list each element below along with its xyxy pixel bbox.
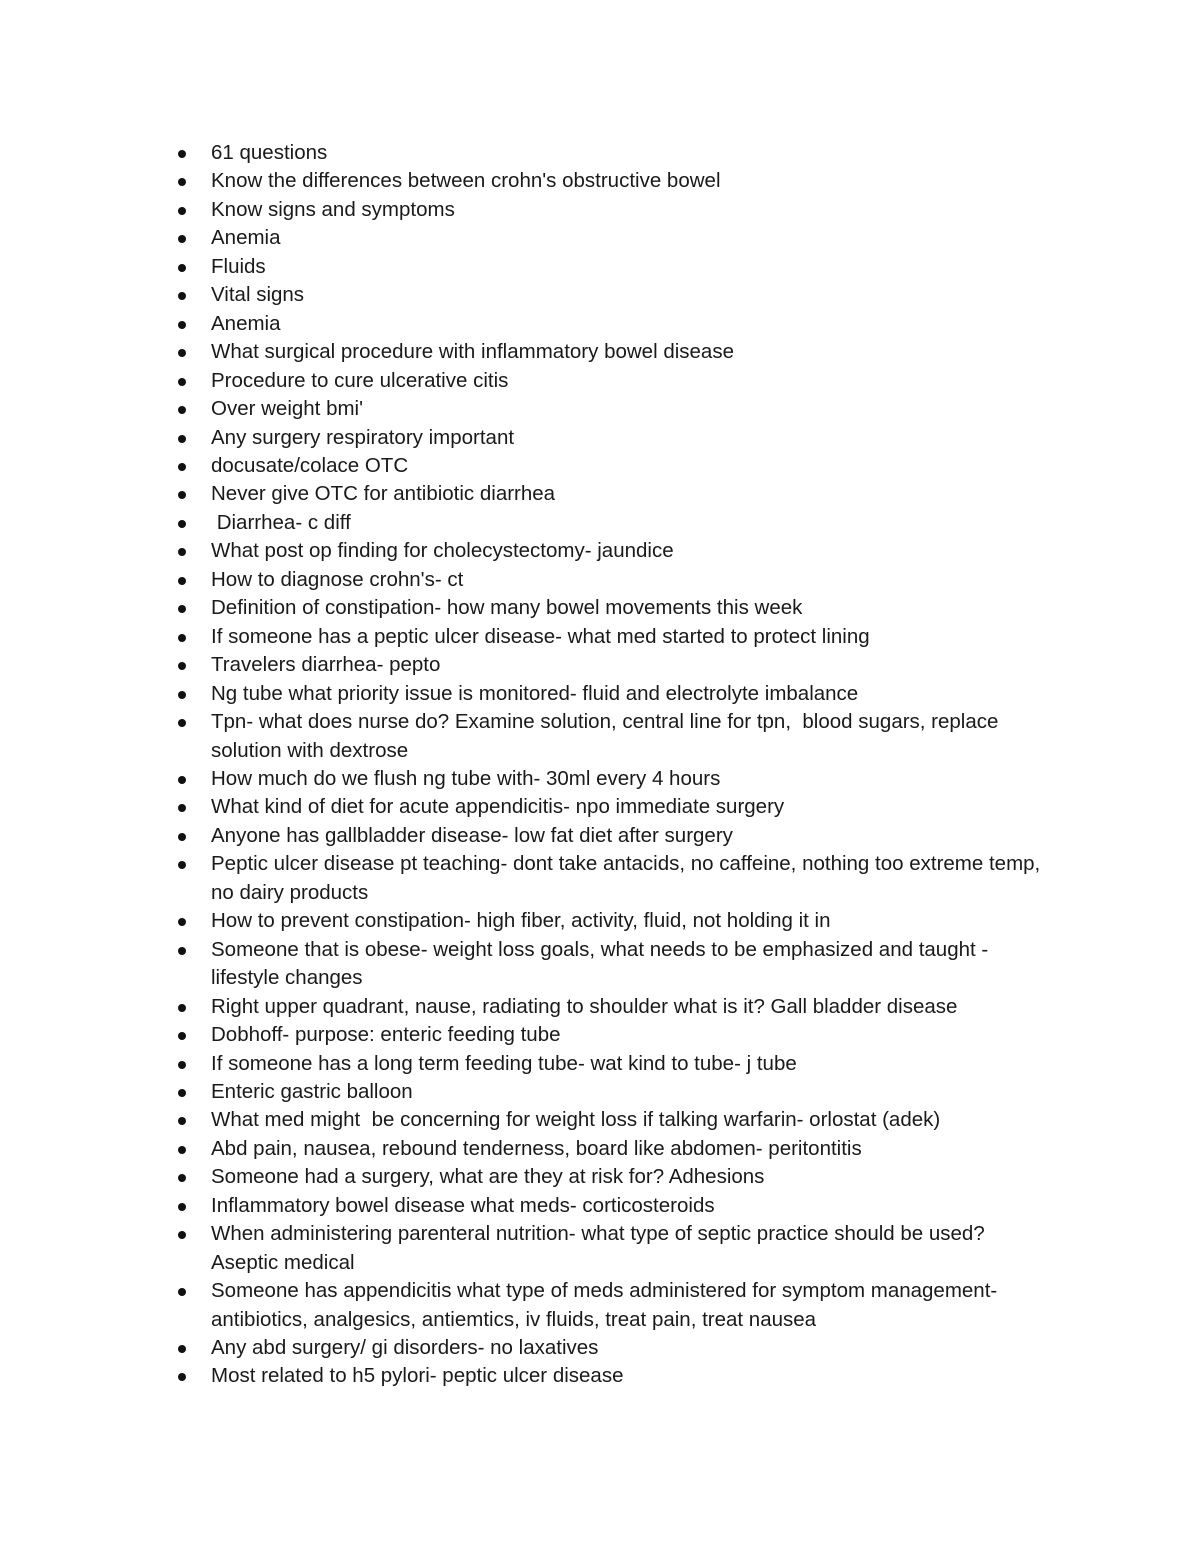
list-item	[175, 139, 1055, 167]
list-item	[175, 452, 1055, 480]
list-item	[175, 1334, 1055, 1362]
list-item	[175, 1135, 1055, 1163]
list-item	[175, 281, 1055, 309]
bullet-icon	[178, 520, 186, 528]
list-item-text: Abd pain, nausea, rebound tenderness, board like abdomen- peritontitis	[211, 1136, 862, 1160]
bullet-icon	[178, 1373, 186, 1381]
bullet-icon	[178, 491, 186, 499]
list-item-text: Dobhoff- purpose: enteric feeding tube	[211, 1023, 561, 1047]
list-item	[175, 367, 1055, 395]
bullet-icon	[178, 264, 186, 272]
list-item-text: Right upper quadrant, nause, radiating to shoulder what is it? Gall bladder disease	[211, 994, 958, 1018]
list-item-text: Ng tube what priority issue is monitored- fluid and electrolyte imbalance	[211, 681, 859, 705]
bullet-icon	[178, 776, 186, 784]
list-item	[175, 1362, 1055, 1390]
list-item	[175, 1050, 1055, 1078]
bullet-icon	[178, 349, 186, 357]
list-item	[175, 424, 1055, 452]
list-item-text: What post op finding for cholecystectomy- jaundice	[211, 539, 674, 563]
list-item	[175, 566, 1055, 594]
list-item-text: Most related to h5 pylori- peptic ulcer disease	[211, 1364, 624, 1388]
list-item-text: When administering parenteral nutrition- what type of septic practice should be used? Aseptic medical	[211, 1222, 990, 1274]
list-item-text: Know the differences between crohn's obstructive bowel	[211, 169, 721, 193]
bullet-icon	[178, 178, 186, 186]
bullet-icon	[178, 321, 186, 329]
bullet-icon	[178, 1061, 186, 1069]
bullet-icon	[178, 691, 186, 699]
list-item-text: Enteric gastric balloon	[211, 1079, 413, 1103]
bullet-list	[175, 139, 1055, 1391]
list-item	[175, 1106, 1055, 1134]
bullet-icon	[178, 947, 186, 955]
list-item-text: If someone has a long term feeding tube- wat kind to tube- j tube	[211, 1051, 797, 1075]
list-item	[175, 850, 1055, 907]
bullet-icon	[178, 662, 186, 670]
list-item	[175, 822, 1055, 850]
bullet-icon	[178, 918, 186, 926]
list-item	[175, 623, 1055, 651]
bullet-icon	[178, 235, 186, 243]
bullet-icon	[178, 406, 186, 414]
list-item-text: Someone had a surgery, what are they at risk for? Adhesions	[211, 1165, 765, 1189]
list-item-text: How much do we flush ng tube with- 30ml every 4 hours	[211, 766, 721, 790]
list-item	[175, 765, 1055, 793]
list-item	[175, 1220, 1055, 1277]
list-item	[175, 1277, 1055, 1334]
list-item	[175, 907, 1055, 935]
list-item-text: Any abd surgery/ gi disorders- no laxatives	[211, 1336, 599, 1360]
bullet-icon	[178, 605, 186, 613]
bullet-icon	[178, 1032, 186, 1040]
list-item	[175, 993, 1055, 1021]
bullet-icon	[178, 1004, 186, 1012]
list-item-text: Anemia	[211, 226, 281, 250]
list-item-text: Peptic ulcer disease pt teaching- dont take antacids, no caffeine, nothing too extreme temp, no dairy products	[211, 852, 1046, 904]
bullet-icon	[178, 861, 186, 869]
bullet-icon	[178, 719, 186, 727]
list-item	[175, 651, 1055, 679]
bullet-icon	[178, 435, 186, 443]
bullet-icon	[178, 1117, 186, 1125]
bullet-icon	[178, 804, 186, 812]
list-item-text: Any surgery respiratory important	[211, 425, 515, 449]
list-item-text: Never give OTC for antibiotic diarrhea	[211, 482, 556, 506]
list-item-text: Diarrhea- c diff	[211, 510, 351, 534]
list-item-text: Definition of constipation- how many bowel movements this week	[211, 596, 803, 620]
list-item	[175, 196, 1055, 224]
bullet-icon	[178, 378, 186, 386]
list-item-text: Tpn- what does nurse do? Examine solution, central line for tpn, blood sugars, replace solution with dextrose	[211, 710, 1005, 762]
bullet-icon	[178, 1203, 186, 1211]
list-item	[175, 708, 1055, 765]
list-item	[175, 537, 1055, 565]
list-item-text: Fluids	[211, 254, 266, 278]
bullet-icon	[178, 1231, 186, 1239]
bullet-icon	[178, 207, 186, 215]
list-item-text: If someone has a peptic ulcer disease- what med started to protect lining	[211, 624, 870, 648]
list-item	[175, 793, 1055, 821]
list-item	[175, 167, 1055, 195]
list-item	[175, 680, 1055, 708]
bullet-icon	[178, 833, 186, 841]
bullet-icon	[178, 634, 186, 642]
list-item-text: How to prevent constipation- high fiber, activity, fluid, not holding it in	[211, 909, 831, 933]
list-item	[175, 480, 1055, 508]
bullet-icon	[178, 150, 186, 158]
list-item	[175, 338, 1055, 366]
bullet-icon	[178, 1174, 186, 1182]
list-item-text: What med might be concerning for weight loss if talking warfarin- orlostat (adek)	[211, 1108, 941, 1132]
list-item-text: Anyone has gallbladder disease- low fat diet after surgery	[211, 823, 733, 847]
bullet-icon	[178, 1089, 186, 1097]
list-item	[175, 936, 1055, 993]
bullet-icon	[178, 548, 186, 556]
list-item-text: Inflammatory bowel disease what meds- corticosteroids	[211, 1193, 715, 1217]
list-item	[175, 310, 1055, 338]
list-item-text: Vital signs	[211, 283, 305, 307]
bullet-icon	[178, 577, 186, 585]
bullet-icon	[178, 1345, 186, 1353]
list-item	[175, 1078, 1055, 1106]
bullet-icon	[178, 1146, 186, 1154]
list-item-text: What kind of diet for acute appendicitis- npo immediate surgery	[211, 795, 785, 819]
bullet-icon	[178, 1288, 186, 1296]
list-item	[175, 1192, 1055, 1220]
list-item-text: 61 questions	[211, 141, 328, 164]
list-item-text: How to diagnose crohn's- ct	[211, 567, 464, 591]
list-item-text: Someone has appendicitis what type of meds administered for symptom management- antibiotics, analgesics, antiemtics, iv fluids, treat pain, treat nausea	[211, 1279, 1003, 1331]
bullet-icon	[178, 292, 186, 300]
list-item	[175, 509, 1055, 537]
list-item-text: Travelers diarrhea- pepto	[211, 653, 441, 677]
list-item-text: Anemia	[211, 311, 281, 335]
list-item-text: docusate/colace OTC	[211, 453, 409, 477]
list-item-text: What surgical procedure with inflammatory bowel disease	[211, 340, 734, 364]
list-item-text: Procedure to cure ulcerative citis	[211, 368, 509, 392]
bullet-icon	[178, 463, 186, 471]
list-item	[175, 1163, 1055, 1191]
list-item-text: Know signs and symptoms	[211, 197, 455, 221]
list-item	[175, 395, 1055, 423]
list-item	[175, 1021, 1055, 1049]
list-item-text: Over weight bmi'	[211, 397, 364, 421]
list-item	[175, 594, 1055, 622]
list-item	[175, 224, 1055, 252]
list-item-text: Someone that is obese- weight loss goals, what needs to be emphasized and taught - lifestyle changes	[211, 937, 994, 990]
list-item	[175, 253, 1055, 281]
